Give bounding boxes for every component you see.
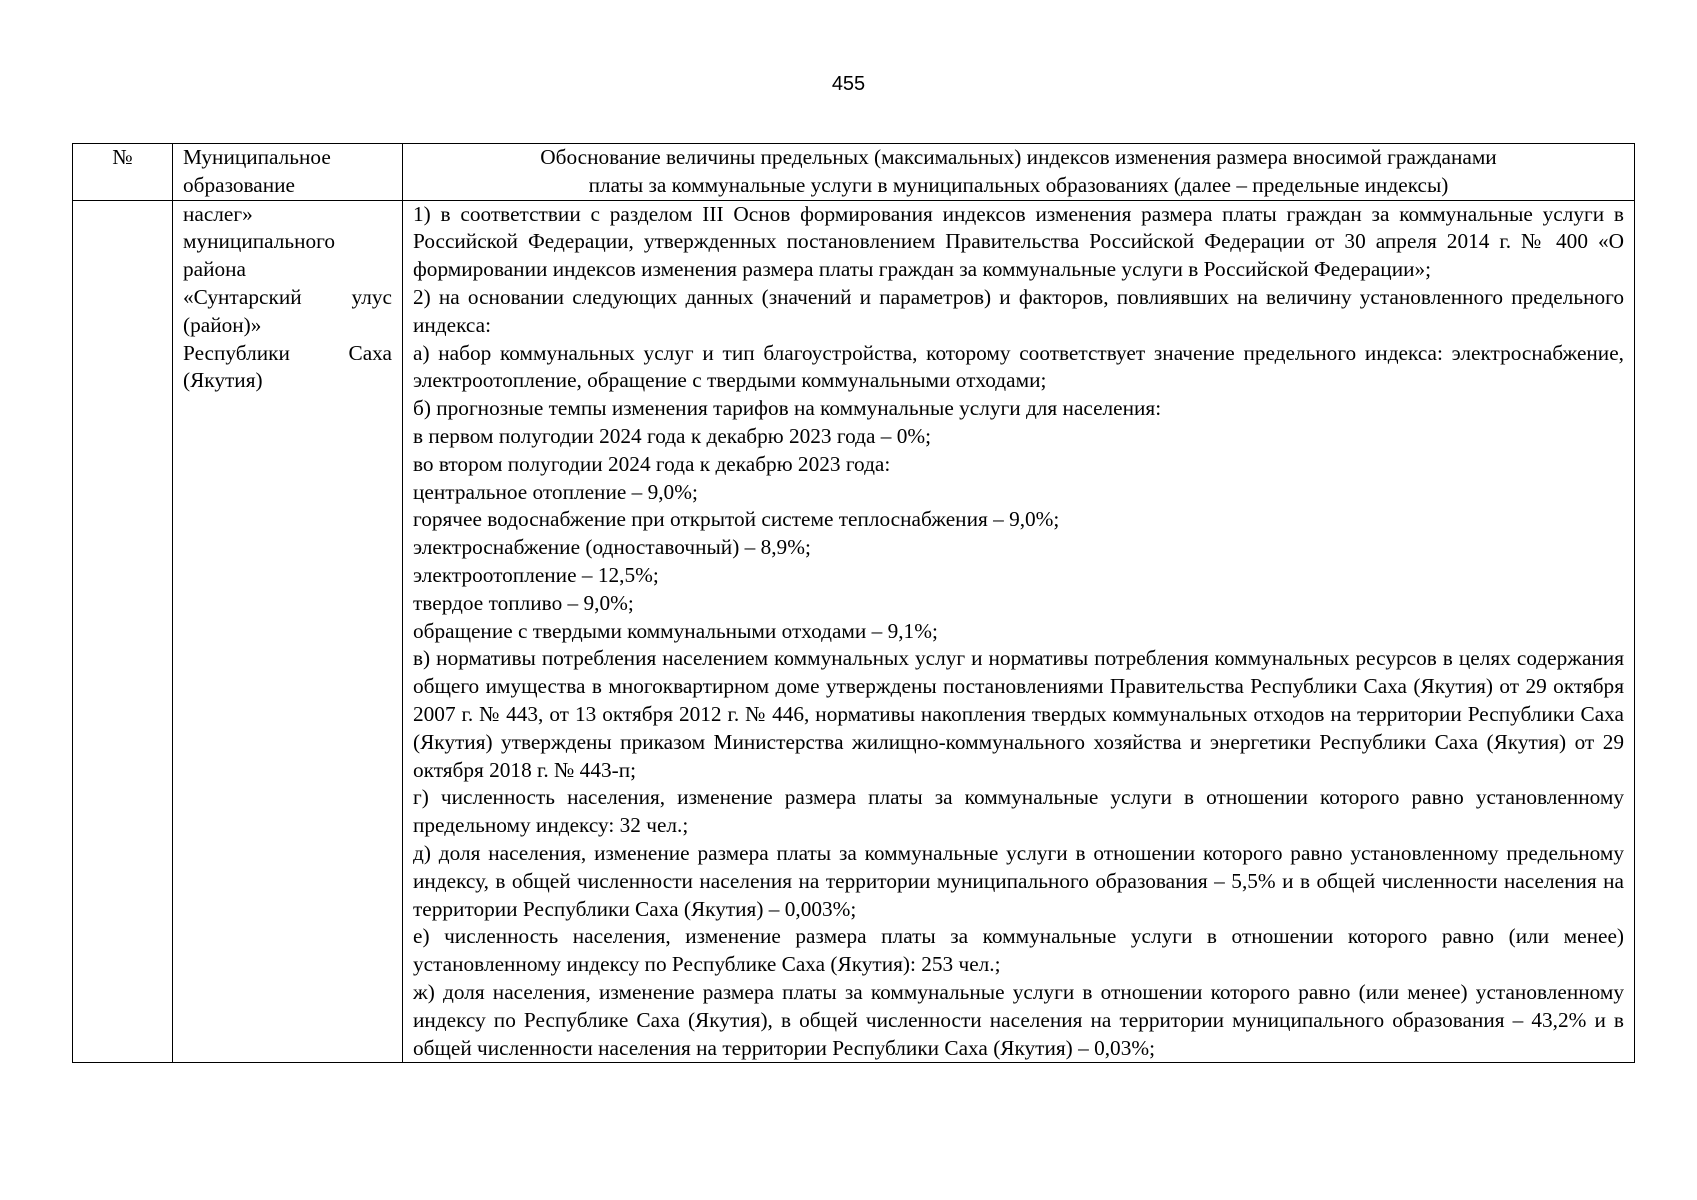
tariff-solid-waste: обращение с твердыми коммунальными отходами – 9,1%; xyxy=(413,618,938,643)
header-justification xyxy=(403,144,1635,201)
municipality-cell xyxy=(173,200,403,1063)
page-number: 455 xyxy=(831,73,866,95)
municipality-line: (Якутия) xyxy=(183,368,263,393)
row-number-cell xyxy=(73,200,173,1063)
table-header-row xyxy=(73,144,1635,201)
header-municipality-line-2: образование xyxy=(183,172,295,197)
header-number: № xyxy=(73,144,173,201)
justification-cell xyxy=(403,200,1635,1063)
paragraph-1: 1) в соответствии с разделом III Основ формирования индексов изменения размера платы граждан за коммунальные услуги в Российской Федерации, утвержденных постановлением Правительства Российской Федерации от 30 апреля 2014 г. № 400 «О формировании индексов изменения размера платы граждан за коммунальные услуги в Российской Федерации»; xyxy=(413,201,1624,282)
tariff-central-heating: центральное отопление – 9,0%; xyxy=(413,479,698,504)
table-row xyxy=(73,200,1635,1063)
header-municipality xyxy=(173,144,403,201)
paragraph-g: г) численность населения, изменение размера платы за коммунальные услуги в отношении которого равно установленному предельному индексу: 32 чел.; xyxy=(413,785,1624,838)
municipality-line: муниципального xyxy=(183,229,335,254)
paragraph-d: д) доля населения, изменение размера платы за коммунальные услуги в отношении которого равно установленному предельному индексу, в общей численности населения на территории муниципального образования – 5,5% и в общей численности населения на территории Республики Саха (Якутия) – 0,003%; xyxy=(413,840,1624,921)
header-justification-line-2: платы за коммунальные услуги в муниципальных образованиях (далее – предельные индексы) xyxy=(588,172,1449,197)
municipality-line: наслег» xyxy=(183,201,253,226)
paragraph-2: 2) на основании следующих данных (значений и параметров) и факторов, повлиявших на величину установленного предельного индекса: xyxy=(413,284,1624,337)
municipality-line: Республики Саха xyxy=(183,340,392,365)
paragraph-b-second-half: во втором полугодии 2024 года к декабрю 2023 года: xyxy=(413,451,891,476)
paragraph-a: а) набор коммунальных услуг и тип благоустройства, которому соответствует значение предельного индекса: электроснабжение, электроотопление, обращение с твердыми коммунальными отходами; xyxy=(413,340,1624,393)
tariff-hot-water: горячее водоснабжение при открытой системе теплоснабжения – 9,0%; xyxy=(413,507,1060,532)
paragraph-v: в) нормативы потребления населением коммунальных услуг и нормативы потребления коммунальных ресурсов в целях содержания общего имущества в многоквартирном доме утверждены постановлениями Правительства Республики Саха (Якутия) от 29 октября 2007 г. № 443, от 13 октября 2012 г. № 446, нормативы накопления твердых коммунальных отходов на территории Республики Саха (Якутия) утверждены приказом Министерства жилищно-коммунального хозяйства и энергетики Республики Саха (Якутия) от 29 октября 2018 г. № 443-п; xyxy=(413,646,1624,782)
paragraph-e: е) численность населения, изменение размера платы за коммунальные услуги в отношении которого равно (или менее) установленному индексу по Республике Саха (Якутия): 253 чел.; xyxy=(413,924,1624,977)
header-justification-line-1: Обоснование величины предельных (максимальных) индексов изменения размера вносимой гражданами xyxy=(540,145,1497,169)
tariff-electricity: электроснабжение (одноставочный) – 8,9%; xyxy=(413,535,811,560)
paragraph-b: б) прогнозные темпы изменения тарифов на коммунальные услуги для населения: xyxy=(413,396,1162,421)
paragraph-b-first-half: в первом полугодии 2024 года к декабрю 2023 года – 0%; xyxy=(413,423,932,448)
municipality-line: района xyxy=(183,257,246,282)
paragraph-zh: ж) доля населения, изменение размера платы за коммунальные услуги в отношении которого равно (или менее) установленному индексу по Республике Саха (Якутия), в общей численности населения на территории муниципального образования – 43,2% и в общей численности населения на территории Республики Саха (Якутия) – 0,03%; xyxy=(413,979,1624,1060)
municipality-line: (район)» xyxy=(183,312,262,337)
municipality-line: «Сунтарский улус xyxy=(183,284,392,309)
tariff-electric-heating: электроотопление – 12,5%; xyxy=(413,562,659,587)
tariff-solid-fuel: твердое топливо – 9,0%; xyxy=(413,590,634,615)
header-municipality-line-1: Муниципальное xyxy=(183,145,331,169)
justification-table xyxy=(72,143,1635,1063)
